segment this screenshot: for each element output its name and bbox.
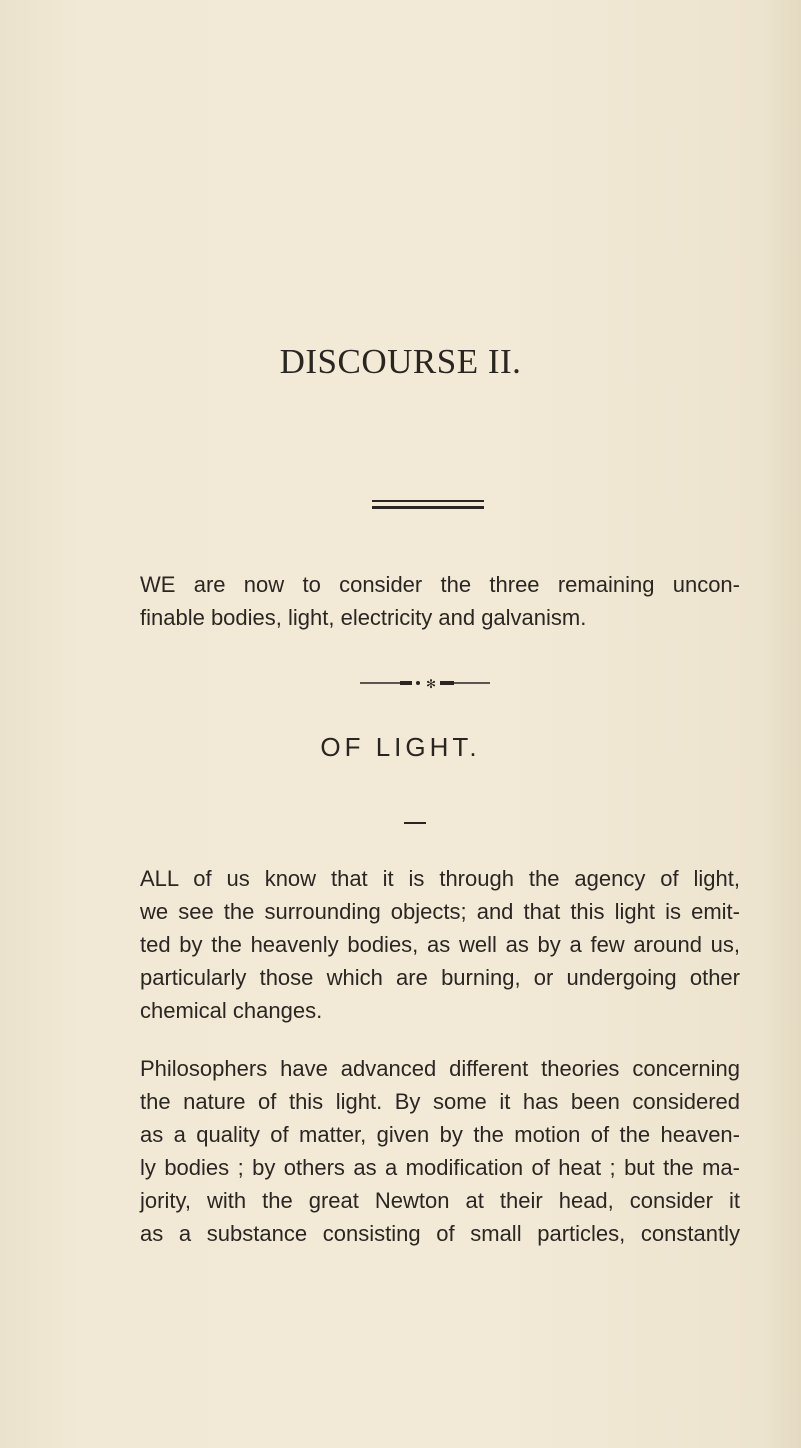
section-ornament: [360, 674, 490, 692]
svg-text:✻: ✻: [426, 677, 437, 691]
paragraph-line: jority, with the great Newton at their head, consider it: [140, 1188, 740, 1213]
paragraph-line: as a quality of matter, given by the motion of the heaven-: [140, 1122, 740, 1147]
paragraph-line: particularly those which are burning, or undergoing other: [140, 965, 740, 990]
body-paragraph-1: [140, 862, 740, 1027]
paragraph-line: as a substance consisting of small particles, constantly: [140, 1221, 740, 1246]
section-heading: OF LIGHT.: [320, 732, 481, 762]
paragraph-line: ALL of us know that it is through the agency of light,: [140, 866, 740, 891]
paragraph-line: Philosophers have advanced different theories concerning: [140, 1056, 740, 1081]
paragraph-line: we see the surrounding objects; and that this light is emit-: [140, 899, 740, 924]
intro-line: finable bodies, light, electricity and galvanism.: [140, 605, 587, 630]
chapter-title: DISCOURSE II.: [279, 342, 522, 381]
paragraph-line: the nature of this light. By some it has been considered: [140, 1089, 740, 1114]
paragraph-line: ly bodies ; by others as a modification of heat ; but the ma-: [140, 1155, 740, 1180]
title-double-rule: [372, 500, 484, 509]
rule-line-bottom: [372, 506, 484, 509]
intro-paragraph: [140, 568, 740, 634]
paragraph-line: chemical changes.: [140, 998, 323, 1023]
body-paragraph-2: [140, 1052, 740, 1250]
intro-line: WE are now to consider the three remaining uncon-: [140, 572, 740, 597]
paragraph-line: ted by the heavenly bodies, as well as by a few around us,: [140, 932, 740, 957]
section-short-rule: [404, 822, 426, 824]
rule-line-top: [372, 500, 484, 502]
